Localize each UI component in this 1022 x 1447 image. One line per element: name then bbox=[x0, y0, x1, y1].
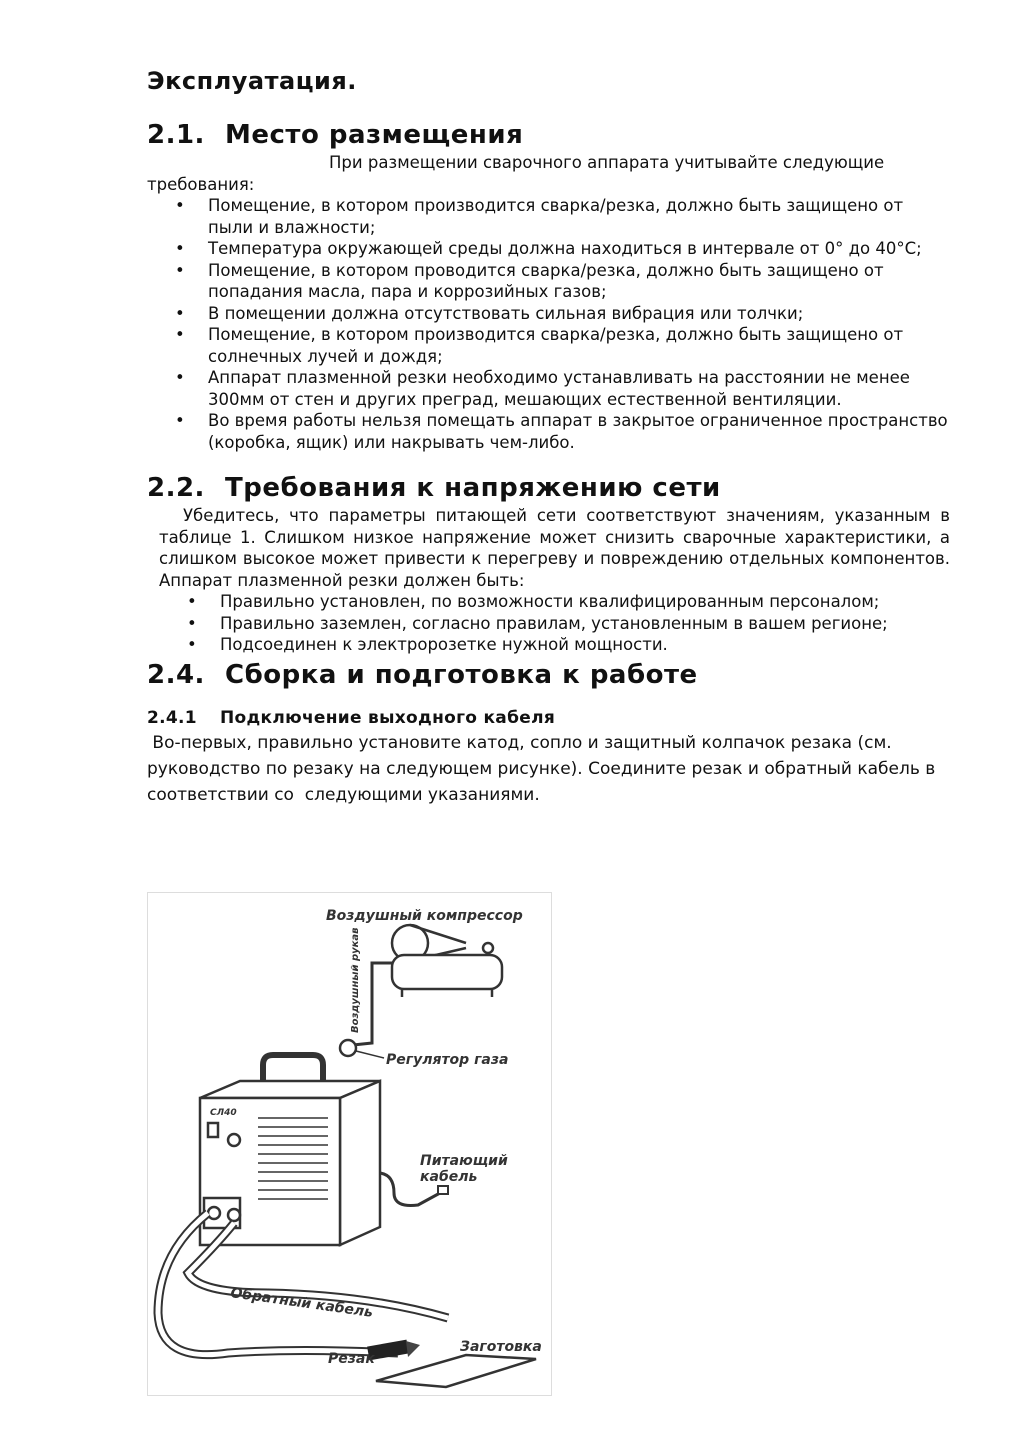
workpiece bbox=[376, 1355, 536, 1387]
list-item: • Правильно заземлен, согласно правилам, установленным в вашем регионе; bbox=[187, 613, 888, 633]
list-item: • Правильно установлен, по возможности квалифицированным персоналом; bbox=[187, 592, 880, 611]
label-air-hose: Воздушный рукав bbox=[350, 927, 361, 1033]
regulator-pointer bbox=[356, 1051, 384, 1058]
document-page bbox=[147, 64, 950, 808]
gas-regulator bbox=[340, 1040, 356, 1056]
section-2-4-heading: 2.4. Сборка и подготовка к работе bbox=[147, 659, 698, 690]
section-2-1-heading: 2.1. Место размещения bbox=[147, 120, 524, 150]
list-item: • Помещение, в котором производится сварка/резка, должно быть защищено от солнечных лучей и дождя; bbox=[175, 325, 904, 366]
section-2-2-list bbox=[187, 591, 950, 656]
list-item: • В помещении должна отсутствовать сильная вибрация или толчки; bbox=[175, 303, 804, 323]
connection-diagram bbox=[147, 892, 552, 1396]
label-torch: Резак bbox=[328, 1351, 375, 1367]
section-2-4-1-heading: 2.4.1 Подключение выходного кабеля bbox=[147, 707, 556, 728]
label-regulator: Регулятор газа bbox=[386, 1052, 509, 1068]
list-item: • Аппарат плазменной резки необходимо устанавливать на расстоянии не менее 300мм от стен и других преград, мешающих естественной вентиляции. bbox=[175, 368, 910, 409]
label-power-cable-1: Питающий bbox=[420, 1153, 508, 1169]
main-heading: Эксплуатация. bbox=[147, 67, 357, 95]
label-workpiece: Заготовка bbox=[460, 1339, 542, 1355]
section-2-4-1-text: Во-первых, правильно установите катод, сопло и защитный колпачок резака (см. руководство по резаку на следующем рисунке). Соедините резак и обратный кабель в соответствии со следующими указаниями. bbox=[147, 732, 941, 805]
label-compressor: Воздушный компрессор bbox=[326, 908, 523, 924]
list-item: • Помещение, в котором проводится сварка/резка, должно быть защищено от попадания масла, пара и коррозийных газов; bbox=[175, 260, 884, 301]
label-return-cable: Обратный кабель bbox=[229, 1285, 374, 1321]
connection-diagram-svg bbox=[148, 893, 551, 1395]
list-item: • Температура окружающей среды должна находиться в интервале от 0° до 40°С; bbox=[175, 239, 922, 258]
section-2-1-list bbox=[175, 195, 950, 453]
air-compressor bbox=[392, 925, 502, 997]
section-2-1-intro: При размещении сварочного аппарата учитывайте следующие требования: bbox=[147, 153, 885, 194]
list-item: • Во время работы нельзя помещать аппарат в закрытое ограниченное пространство (коробка, ящик) или накрывать чем-либо. bbox=[175, 411, 948, 452]
list-item: • Помещение, в котором производится сварка/резка, должно быть защищено от пыли и влажности; bbox=[175, 196, 904, 237]
section-2-2-intro: Убедитесь, что параметры питающей сети соответствуют значениям, указанным в таблице 1. Слишком низкое напряжение может снизить сварочные характеристики, а слишком высокое может привести к перегреву и повреждению отдельных компонентов. Аппарат плазменной резки должен быть: bbox=[159, 506, 950, 590]
power-plug bbox=[438, 1186, 448, 1194]
label-model: СЛ40 bbox=[210, 1108, 237, 1118]
plasma-cutter bbox=[200, 1055, 380, 1245]
list-item: • Подсоединен к электророзетке нужной мощности. bbox=[187, 635, 668, 654]
label-power-cable-2: кабель bbox=[420, 1169, 478, 1185]
section-2-2-heading: 2.2. Требования к напряжению сети bbox=[147, 473, 721, 503]
